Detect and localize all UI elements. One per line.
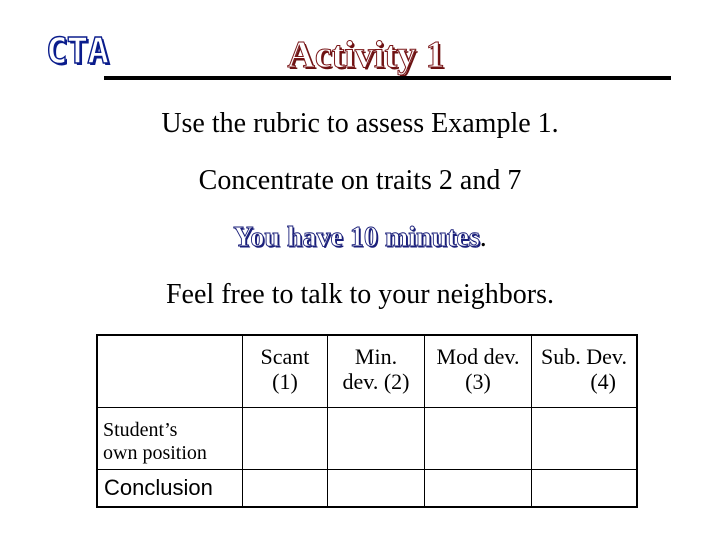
header-sub-dev-line1: Sub. Dev. [541,344,627,369]
rubric-row-conclusion [97,469,637,507]
rubric-table [96,334,638,508]
rubric-corner-cell [97,335,243,407]
rubric-row-students-position [97,407,637,469]
cta-logo: CTA [46,31,109,72]
header-scant-line2: (1) [272,369,298,395]
row-label-conclusion: Conclusion [97,469,243,507]
header-mod-dev-line2: (3) [465,369,491,395]
score-cell[interactable] [243,407,328,469]
header-min-dev-line2: dev. (2) [342,369,410,395]
instruction-line-3 [0,224,720,252]
score-cell[interactable] [328,407,425,469]
time-limit-text: You have 10 minutes [233,222,480,253]
score-cell[interactable] [328,469,425,507]
header-min-dev-line1: Min. [354,344,398,369]
header-mod-dev-line1: Mod dev. [436,344,520,369]
score-cell[interactable] [243,469,328,507]
header-scant-line1: Scant [260,344,310,369]
score-cell[interactable] [425,407,532,469]
header-sub-dev [532,335,638,407]
header-mod-dev [425,335,532,407]
row-label-line2: own position [103,441,207,464]
time-limit-period: . [479,222,487,253]
row-label-students-position [97,407,243,469]
instruction-line-4: Feel free to talk to your neighbors. [165,279,554,310]
header-min-dev [328,335,425,407]
instruction-line-2: Concentrate on traits 2 and 7 [198,165,522,196]
rubric-header-row [97,335,637,407]
row-label-line1: Student’s [103,418,178,441]
title-underline [104,76,671,80]
score-cell[interactable] [425,469,532,507]
header-scant [243,335,328,407]
score-cell[interactable] [532,407,638,469]
header-sub-dev-line2: (4) [590,369,616,395]
score-cell[interactable] [532,469,638,507]
instruction-line-1: Use the rubric to assess Example 1. [161,108,559,139]
slide-title: Activity 1 [287,34,445,76]
